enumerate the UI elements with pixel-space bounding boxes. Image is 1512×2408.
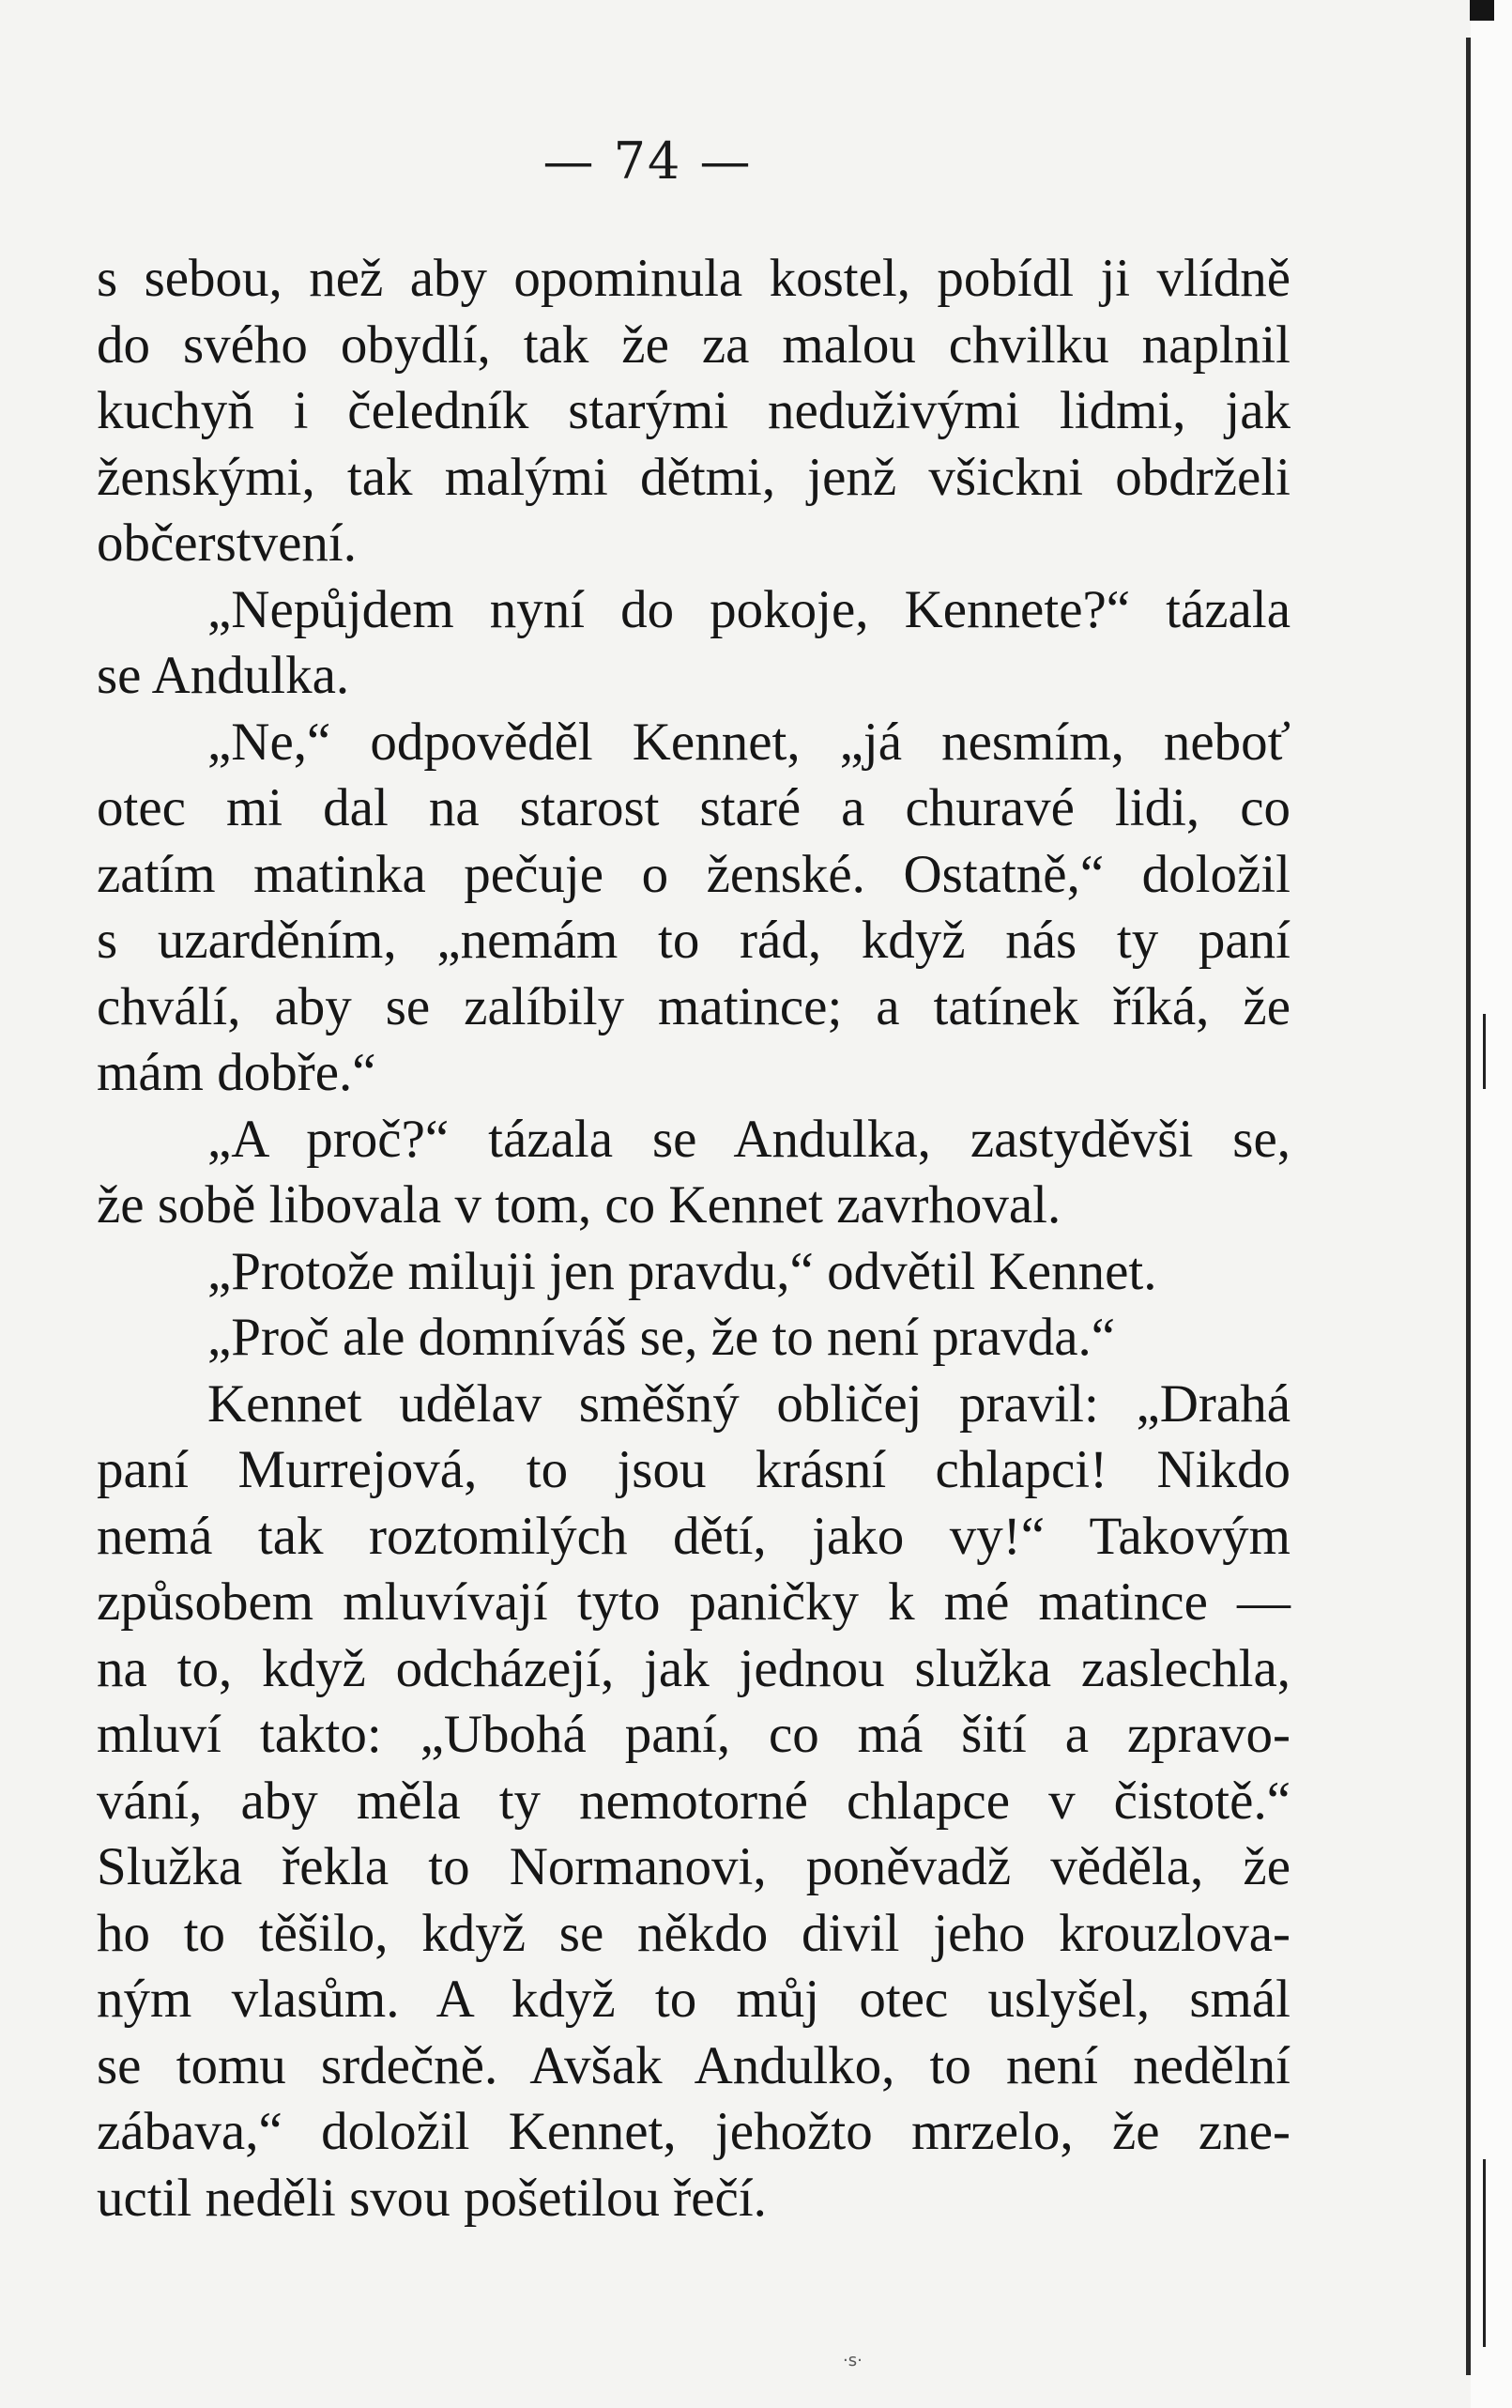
text-line: se tomu srdečně. Avšak Andulko, to není nedělní (97, 2035, 1291, 2095)
footer-mark: ·s· (843, 2351, 863, 2370)
text-line: způsobem mluvívají tyto paničky k mé matince — (97, 1572, 1291, 1632)
text-line: chválí, aby se zalíbily matince; a tatínek říká, že (97, 976, 1291, 1036)
text-line: s uzarděním, „nemám to rád, když nás ty paní (97, 911, 1291, 970)
text-line: mluví takto: „Ubohá paní, co má šití a zpravo- (97, 1705, 1291, 1764)
text-line: paní Murrejová, to jsou krásní chlapci! Nikdo (97, 1440, 1291, 1499)
text-line: ho to těšilo, když se někdo divil jeho krouzlova- (97, 1903, 1291, 1963)
text-line: s sebou, než aby opominula kostel, pobídl ji vlídně (97, 249, 1291, 308)
page-edge-mark (1483, 2159, 1486, 2347)
page-number: — 74 — (542, 131, 753, 191)
text-line: zatím matinka pečuje o ženské. Ostatně,“ doložil (97, 844, 1291, 904)
text-line: mám dobře.“ (97, 1043, 376, 1102)
text-line: Služka řekla to Normanovi, poněvadž věděla, že (97, 1837, 1291, 1896)
text-line: otec mi dal na starost staré a churavé lidi, co (97, 778, 1291, 837)
page-edge-corner (1470, 0, 1494, 21)
text-line: Kennet udělav směšný obličej pravil: „Drahá (207, 1373, 1291, 1434)
text-line: do svého obydlí, tak že za malou chvilku naplnil (97, 314, 1291, 375)
text-line: uctil neděli svou pošetilou řečí. (97, 2168, 767, 2228)
text-line: „A proč?“ tázala se Andulka, zastyděvši se, (207, 1109, 1291, 1169)
text-line: ženskými, tak malými dětmi, jenž všickni obdrželi (97, 447, 1291, 507)
text-line: „Nepůjdem nyní do pokoje, Kennete?“ tázala (207, 579, 1291, 639)
text-line: nemá tak roztomilých dětí, jako vy!“ Takovým (97, 1506, 1291, 1566)
text-line: „Protože miluji jen pravdu,“ odvětil Kennet. (207, 1241, 1157, 1301)
text-line: vání, aby měla ty nemotorné chlapce v čistotě.“ (97, 1771, 1291, 1831)
text-line: na to, když odcházejí, jak jednou služka zaslechla, (97, 1638, 1291, 1698)
text-line: „Proč ale domníváš se, že to není pravda.“ (207, 1308, 1116, 1367)
page-edge-mark (1483, 1014, 1486, 1089)
body-text (97, 246, 1291, 2232)
page-edge-line (1466, 38, 1471, 2375)
text-line: občerstvení. (97, 514, 357, 573)
text-line: se Andulka. (97, 646, 350, 705)
text-line: že sobě libovala v tom, co Kennet zavrhoval. (97, 1175, 1061, 1235)
text-line: kuchyň i čeledník starými neduživými lidmi, jak (97, 381, 1291, 440)
text-line: zábava,“ doložil Kennet, jehožto mrzelo, že zne- (97, 2102, 1291, 2161)
gutter-shade (1471, 0, 1512, 2408)
text-line: ným vlasům. A když to můj otec uslyšel, smál (97, 1970, 1291, 2029)
text-line: „Ne,“ odpověděl Kennet, „já nesmím, neboť (207, 712, 1291, 772)
